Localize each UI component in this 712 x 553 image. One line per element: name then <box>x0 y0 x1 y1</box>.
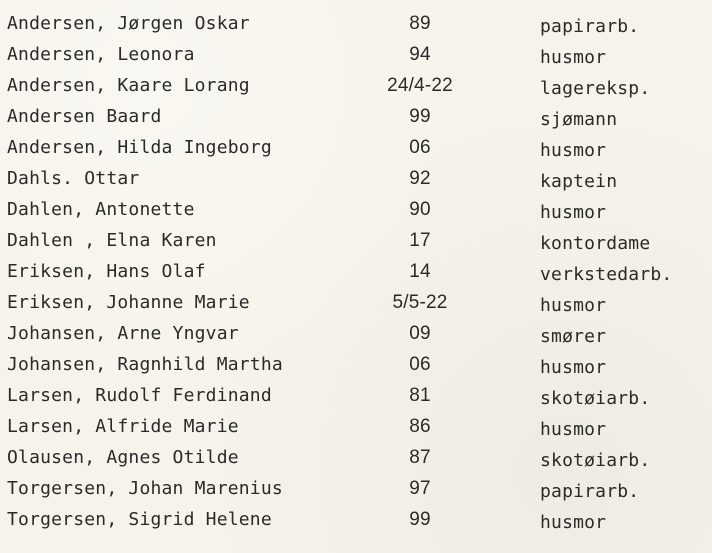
person-name: Eriksen, Johanne Marie <box>7 292 250 313</box>
occupation: husmor <box>540 47 607 68</box>
birth-year: 24/4-22 <box>387 75 453 96</box>
register-row <box>0 101 712 132</box>
register-row <box>0 349 712 380</box>
occupation: papirarb. <box>540 16 640 37</box>
person-name: Andersen, Kaare Lorang <box>7 75 250 96</box>
occupation: husmor <box>540 512 607 533</box>
person-name: Larsen, Alfride Marie <box>7 416 239 437</box>
person-name: Larsen, Rudolf Ferdinand <box>7 385 272 406</box>
register-row <box>0 380 712 411</box>
person-name: Johansen, Arne Yngvar <box>7 323 239 344</box>
register-row <box>0 411 712 442</box>
birth-year: 81 <box>409 385 431 406</box>
register-row <box>0 504 712 535</box>
occupation: kontordame <box>540 233 651 254</box>
occupation: husmor <box>540 140 607 161</box>
birth-year: 5/5-22 <box>392 292 448 313</box>
occupation: verkstedarb. <box>540 264 673 285</box>
register-row <box>0 256 712 287</box>
person-name: Johansen, Ragnhild Martha <box>7 354 283 375</box>
occupation: skotøiarb. <box>540 388 651 409</box>
register-row <box>0 318 712 349</box>
occupation: husmor <box>540 357 607 378</box>
person-name: Andersen, Jørgen Oskar <box>7 13 250 34</box>
register-row <box>0 194 712 225</box>
occupation: papirarb. <box>540 481 640 502</box>
birth-year: 94 <box>409 44 431 65</box>
occupation: smører <box>540 326 607 347</box>
birth-year: 86 <box>409 416 431 437</box>
birth-year: 92 <box>409 168 431 189</box>
birth-year: 97 <box>409 478 431 499</box>
occupation: husmor <box>540 419 607 440</box>
birth-year: 06 <box>409 354 431 375</box>
register-row <box>0 287 712 318</box>
person-name: Dahlen , Elna Karen <box>7 230 217 251</box>
birth-year: 87 <box>409 447 431 468</box>
register-row <box>0 225 712 256</box>
birth-year: 99 <box>409 106 431 127</box>
person-name: Andersen Baard <box>7 106 162 127</box>
register-row <box>0 132 712 163</box>
occupation: sjømann <box>540 109 618 130</box>
person-name: Andersen, Hilda Ingeborg <box>7 137 272 158</box>
register-row <box>0 8 712 39</box>
occupation: lagereksp. <box>540 78 651 99</box>
birth-year: 06 <box>409 137 431 158</box>
birth-year: 99 <box>409 509 431 530</box>
register-row <box>0 473 712 504</box>
register-row <box>0 163 712 194</box>
occupation: skotøiarb. <box>540 450 651 471</box>
birth-year: 09 <box>409 323 431 344</box>
birth-year: 14 <box>409 261 431 282</box>
register-row <box>0 70 712 101</box>
person-name: Torgersen, Johan Marenius <box>7 478 283 499</box>
birth-year: 89 <box>409 13 431 34</box>
person-name: Dahls. Ottar <box>7 168 140 189</box>
occupation: husmor <box>540 202 607 223</box>
birth-year: 17 <box>409 230 431 251</box>
register-row <box>0 39 712 70</box>
register-row <box>0 442 712 473</box>
person-name: Dahlen, Antonette <box>7 199 195 220</box>
person-name: Olausen, Agnes Otilde <box>7 447 239 468</box>
person-name: Torgersen, Sigrid Helene <box>7 509 272 530</box>
occupation: kaptein <box>540 171 618 192</box>
birth-year: 90 <box>409 199 431 220</box>
person-name: Andersen, Leonora <box>7 44 195 65</box>
person-name: Eriksen, Hans Olaf <box>7 261 206 282</box>
occupation: husmor <box>540 295 607 316</box>
